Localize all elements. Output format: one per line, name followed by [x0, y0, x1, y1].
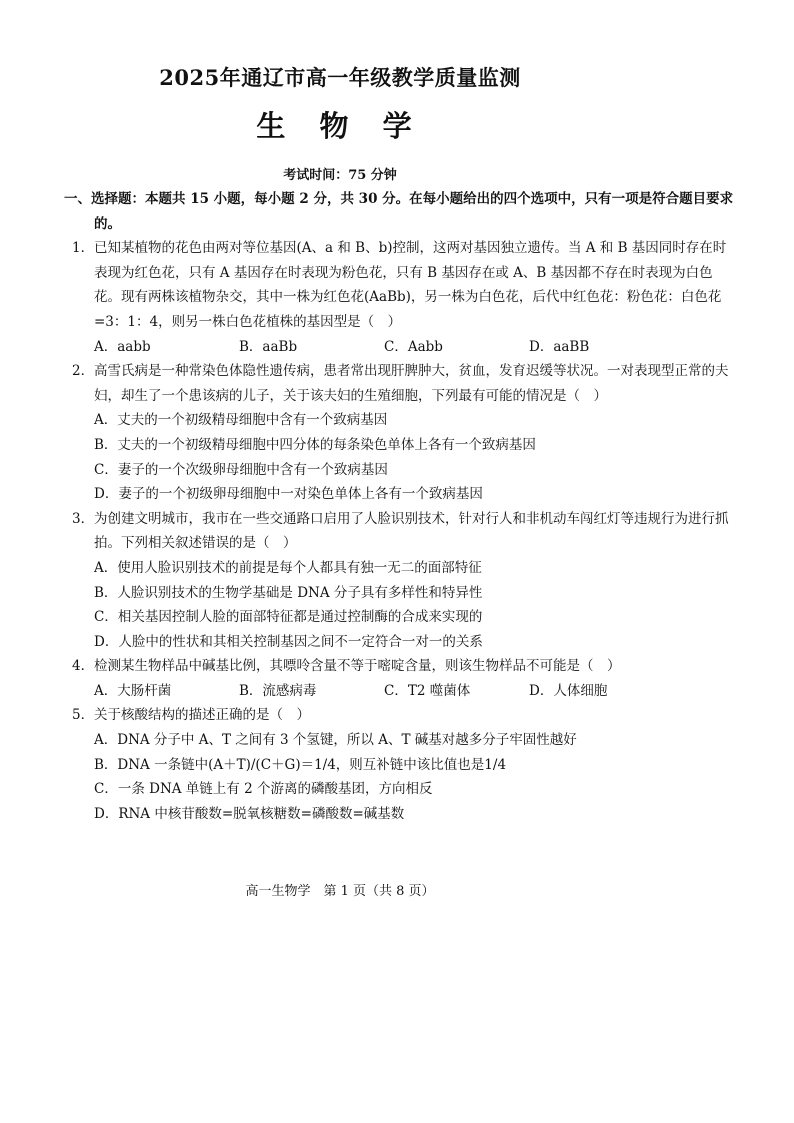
- option-d: D．人脸中的性状和其相关控制基因之间不一定符合一对一的关系: [94, 633, 483, 650]
- option-c: C．妻子的一个次级卵母细胞中含有一个致病基因: [94, 461, 388, 478]
- question-1: [64, 236, 736, 334]
- question-stem: 为创建文明城市，我市在一些交通路口启用了人脸识别技术，针对行人和非机动车闯红灯等违规行为进行抓拍。下列相关叙述错误的是（ ）: [94, 510, 729, 552]
- question-number: 2．: [72, 363, 95, 380]
- question-content: [64, 187, 736, 826]
- options-row: [64, 335, 736, 360]
- question-stem: 高雪氏病是一种常染色体隐性遗传病，患者常出现肝脾肿大，贫血，发育迟缓等状况。一对表现型正常的夫妇，却生了一个患该病的儿子，关于该夫妇的生殖细胞，下列最有可能的情况是（ ）: [94, 363, 729, 404]
- option-a: A．aabb: [94, 338, 151, 355]
- subject-title: 生 物 学: [256, 109, 424, 143]
- page-footer: 高一生物学 第 1 页（共 8 页）: [245, 884, 435, 899]
- options-row: [64, 679, 736, 704]
- option-b: B．流感病毒: [239, 682, 317, 699]
- exam-title: 2025年通辽市高一年级教学质量监测: [159, 65, 521, 90]
- option-b: B．aaBb: [239, 338, 298, 355]
- option-a: A．使用人脸识别技术的前提是每个人都具有独一无二的面部特征: [94, 559, 482, 576]
- option-a: A．丈夫的一个初级精母细胞中含有一个致病基因: [94, 412, 388, 429]
- option-c: C．相关基因控制人脸的面部特征都是通过控制酶的合成来实现的: [94, 609, 483, 626]
- option-c: C．T2 噬菌体: [384, 682, 471, 699]
- question-number: 1．: [72, 240, 95, 257]
- question-4: [64, 654, 736, 679]
- option-d: D．aaBB: [529, 338, 590, 355]
- exam-time: 考试时间：75 分钟: [283, 168, 397, 183]
- option-b: B．DNA 一条链中(A＋T)/(C＋G)＝1/4，则互补链中该比值也是1/4: [94, 756, 507, 773]
- section-heading: 一、选择题：本题共 15 小题，每小题 2 分，共 30 分。在每小题给出的四个选项中，只有一项是符合题目要求的。: [64, 191, 734, 232]
- question-stem: 关于核酸结构的描述正确的是（ ）: [94, 707, 310, 724]
- option-c: C．Aabb: [384, 338, 443, 355]
- question-5: [64, 703, 736, 728]
- question-2: [64, 359, 736, 408]
- question-number: 3．: [72, 510, 95, 527]
- question-stem: 检测某生物样品中碱基比例，其嘌呤含量不等于嘧啶含量，则该生物样品不可能是（ ）: [94, 658, 621, 675]
- option-d: D．人体细胞: [529, 682, 608, 699]
- option-a: A．DNA 分子中 A、T 之间有 3 个氢键，所以 A、T 碱基对越多分子牢固性越好: [94, 732, 577, 749]
- option-c: C．一条 DNA 单链上有 2 个游离的磷酸基团，方向相反: [94, 781, 433, 798]
- option-d: D．RNA 中核苷酸数=脱氧核糖数=磷酸数=碱基数: [94, 805, 405, 822]
- question-stem: 已知某植物的花色由两对等位基因(A、a 和 B、b)控制，这两对基因独立遗传。当 A 和 B 基因同时存在时表现为红色花，只有 A 基因存在时表现为粉色花，只有 B 基因存在或 A、B 基因都不存在时表现为白色花。现有两株该植物杂交，其中一株为红色花(AaBb)，另一株为白色花，后代中红色花：粉色花：白色花=3：1：4，则另一株白色花植株的基因型是（ ）: [94, 240, 727, 330]
- option-b: B．人脸识别技术的生物学基础是 DNA 分子具有多样性和特异性: [94, 584, 483, 601]
- question-3: [64, 507, 736, 556]
- question-number: 4．: [72, 658, 95, 675]
- option-a: A．大肠杆菌: [94, 682, 172, 699]
- option-b: B．丈夫的一个初级精母细胞中四分体的每条染色单体上各有一个致病基因: [94, 436, 536, 453]
- question-number: 5．: [72, 707, 95, 724]
- option-d: D．妻子的一个初级卵母细胞中一对染色单体上各有一个致病基因: [94, 486, 483, 503]
